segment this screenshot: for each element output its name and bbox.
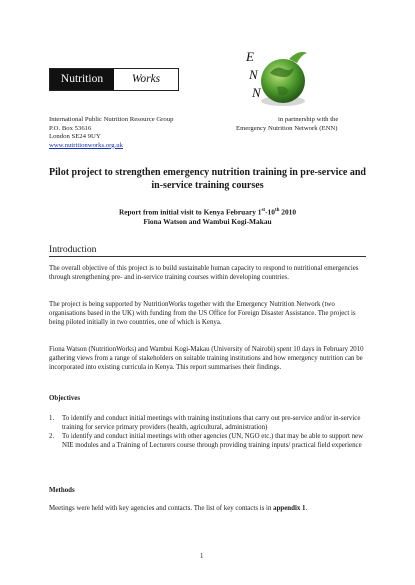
- organization-address: [49, 116, 173, 150]
- objectives-list: [49, 415, 366, 451]
- enn-logo: [243, 43, 315, 110]
- report-subtitle: [49, 206, 366, 227]
- section-divider: [49, 256, 366, 257]
- nutritionworks-logo: [49, 68, 179, 91]
- logo-text-nutrition: Nutrition: [50, 69, 114, 90]
- intro-paragraph-1: The overall objective of this project is to build sustainable human capacity to respond to nutritional emergencies through strengthening pre- and in-service training courses within developing countries.: [49, 265, 359, 281]
- page-number: 1: [200, 553, 204, 560]
- intro-paragraph-2: The project is being supported by NutritionWorks together with the Emergency Nutrition Network (two organisations based in the UK) with funding from the US Office for Foreign Disaster Assistance. The project is being piloted initially in two countries, one of which is Kenya.: [49, 301, 356, 326]
- partnership-line-1: in partnership with the: [278, 116, 339, 123]
- appendix-reference: appendix 1: [273, 505, 306, 512]
- org-name: International Public Nutrition Resource Group: [49, 116, 174, 123]
- report-date-line: Report from initial visit to Kenya February 1st-10th 2010: [118, 207, 297, 217]
- methods-heading: Methods: [49, 487, 75, 494]
- org-city: London SE24 9UY: [49, 133, 101, 141]
- svg-text:N: N: [249, 67, 258, 82]
- document-title: Pilot project to strengthen emergency nutrition training in pre-service and in-service training courses: [49, 167, 366, 191]
- list-item-text: To identify and conduct initial meetings with other agencies (UN, NGO etc.) that may be able to support new NIE modules and a Training of Lecturers course through providing training inputs/ practical field experience: [62, 432, 364, 449]
- website-link[interactable]: www.nutritionworks.org.uk: [49, 141, 123, 149]
- list-item: [49, 415, 366, 433]
- list-item-number: 2.: [49, 432, 55, 440]
- svg-text:N: N: [252, 85, 261, 100]
- partnership-line-2: Emergency Nutrition Network (ENN): [236, 124, 338, 132]
- partnership-note: [236, 116, 338, 133]
- objectives-heading: Objectives: [49, 395, 80, 402]
- list-item: [49, 433, 366, 451]
- list-item-number: 1.: [49, 415, 55, 422]
- introduction-heading: Introduction: [49, 244, 97, 255]
- svg-text:E: E: [246, 49, 254, 64]
- org-po-box: P.O. Box 53616: [49, 124, 92, 132]
- list-item-text: To identify and conduct initial meetings with training institutions that carry out pre-service and/or in-service training for service primary providers (health, agricultural, administration): [62, 415, 361, 431]
- logo-text-works: Works: [131, 73, 161, 85]
- report-authors: Fiona Watson and Wambui Kogi-Makau: [143, 217, 272, 227]
- methods-paragraph: Meetings were held with key agencies and contacts. The list of key contacts is in appendix 1.: [49, 505, 308, 512]
- intro-paragraph-3: Fiona Watson (NutritionWorks) and Wambui Kogi-Makau (University of Nairobi) spent 10 days in February 2010 gathering views from a range of stakeholders on suitable training institutions and how emergency nutrition can be incorporated into existing curricula in Kenya. This report summarises their findings.: [49, 346, 364, 371]
